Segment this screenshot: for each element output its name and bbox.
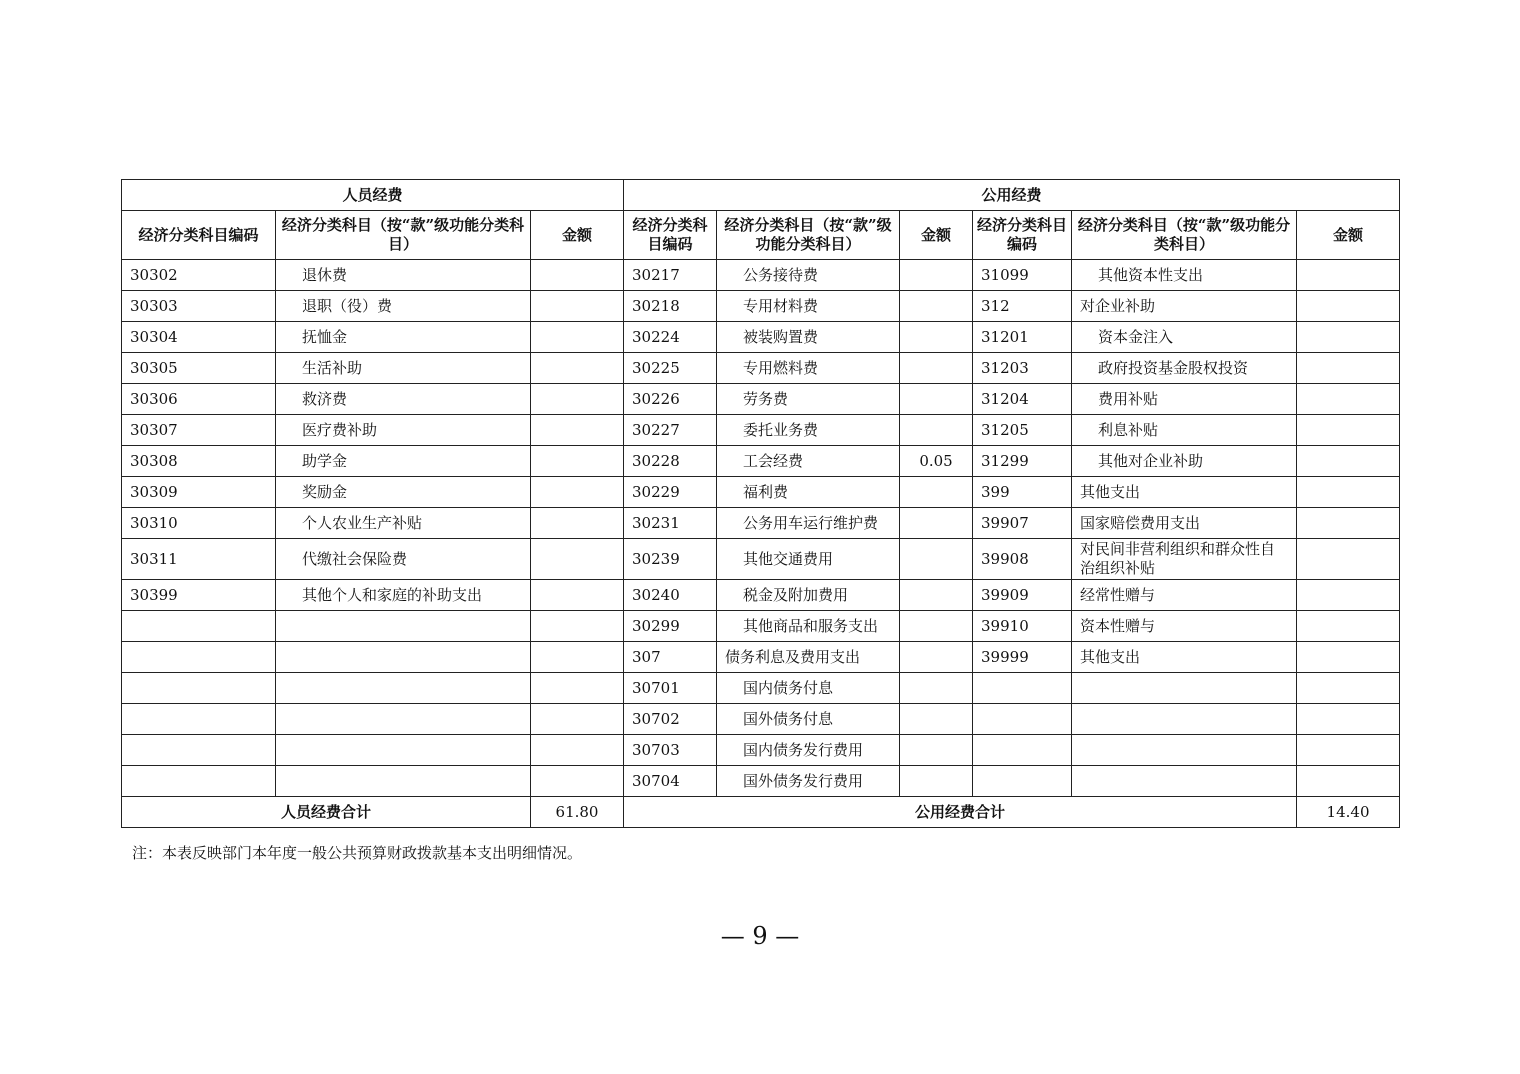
public2-amount-cell	[1297, 539, 1400, 580]
public1-name-cell: 其他商品和服务支出	[717, 611, 900, 642]
public2-code-cell: 31299	[973, 446, 1072, 477]
public1-code-cell: 30702	[624, 704, 717, 735]
public2-code-cell: 31203	[973, 353, 1072, 384]
public2-code-cell: 31205	[973, 415, 1072, 446]
public1-code-cell: 30227	[624, 415, 717, 446]
public1-amount-cell	[900, 766, 973, 797]
table-row	[122, 580, 1400, 611]
public2-amount-cell	[1297, 704, 1400, 735]
public1-code-cell: 30239	[624, 539, 717, 580]
personnel-name-cell	[276, 673, 531, 704]
header-public1-name: 经济分类科目（按“款”级功能分类科目）	[717, 211, 900, 260]
public2-code-cell	[973, 704, 1072, 735]
public2-code-cell: 39907	[973, 508, 1072, 539]
personnel-name-cell: 退职（役）费	[276, 291, 531, 322]
public1-code-cell: 30225	[624, 353, 717, 384]
public-total-label: 公用经费合计	[624, 797, 1297, 828]
public1-code-cell: 30701	[624, 673, 717, 704]
public2-name-cell	[1072, 704, 1297, 735]
public1-code-cell: 30218	[624, 291, 717, 322]
public2-name-cell: 资本性赠与	[1072, 611, 1297, 642]
public2-code-cell: 312	[973, 291, 1072, 322]
public1-code-cell: 30228	[624, 446, 717, 477]
personnel-name-cell: 其他个人和家庭的补助支出	[276, 580, 531, 611]
personnel-name-cell: 代缴社会保险费	[276, 539, 531, 580]
table-row	[122, 291, 1400, 322]
public2-code-cell: 39909	[973, 580, 1072, 611]
header-public1-code: 经济分类科目编码	[624, 211, 717, 260]
header-public2-code: 经济分类科目编码	[973, 211, 1072, 260]
public2-name-cell	[1072, 673, 1297, 704]
public1-name-cell: 国外债务付息	[717, 704, 900, 735]
personnel-amount-cell	[531, 766, 624, 797]
table-row	[122, 446, 1400, 477]
public2-amount-cell	[1297, 735, 1400, 766]
personnel-name-cell: 奖励金	[276, 477, 531, 508]
public1-amount-cell	[900, 539, 973, 580]
personnel-name-cell: 退休费	[276, 260, 531, 291]
public1-code-cell: 30226	[624, 384, 717, 415]
public2-name-cell: 经常性赠与	[1072, 580, 1297, 611]
personnel-code-cell	[122, 642, 276, 673]
public1-amount-cell	[900, 260, 973, 291]
public1-name-cell: 国内债务发行费用	[717, 735, 900, 766]
table-row	[122, 766, 1400, 797]
public1-name-cell: 专用材料费	[717, 291, 900, 322]
public2-name-cell: 国家赔偿费用支出	[1072, 508, 1297, 539]
personnel-amount-cell	[531, 384, 624, 415]
public2-amount-cell	[1297, 611, 1400, 642]
public1-code-cell: 30240	[624, 580, 717, 611]
personnel-name-cell	[276, 611, 531, 642]
public1-amount-cell	[900, 415, 973, 446]
public2-amount-cell	[1297, 673, 1400, 704]
public1-code-cell: 30299	[624, 611, 717, 642]
header-public2-amount: 金额	[1297, 211, 1400, 260]
public2-name-cell: 其他支出	[1072, 642, 1297, 673]
table-row	[122, 353, 1400, 384]
public1-name-cell: 委托业务费	[717, 415, 900, 446]
personnel-amount-cell	[531, 735, 624, 766]
public2-code-cell: 39910	[973, 611, 1072, 642]
public1-name-cell: 公务接待费	[717, 260, 900, 291]
public1-code-cell: 307	[624, 642, 717, 673]
public1-code-cell: 30231	[624, 508, 717, 539]
personnel-amount-cell	[531, 673, 624, 704]
personnel-name-cell: 助学金	[276, 446, 531, 477]
public2-code-cell: 31201	[973, 322, 1072, 353]
public2-code-cell: 39999	[973, 642, 1072, 673]
personnel-section-title: 人员经费	[122, 180, 624, 211]
public2-code-cell: 31204	[973, 384, 1072, 415]
public-section-title: 公用经费	[624, 180, 1400, 211]
personnel-name-cell: 抚恤金	[276, 322, 531, 353]
personnel-amount-cell	[531, 704, 624, 735]
public2-name-cell: 其他资本性支出	[1072, 260, 1297, 291]
public1-name-cell: 国外债务发行费用	[717, 766, 900, 797]
table-row	[122, 322, 1400, 353]
public2-name-cell: 对企业补助	[1072, 291, 1297, 322]
personnel-code-cell	[122, 704, 276, 735]
public1-code-cell: 30229	[624, 477, 717, 508]
table-footnote: 注：本表反映部门本年度一般公共预算财政拨款基本支出明细情况。	[132, 844, 583, 862]
public1-amount-cell: 0.05	[900, 446, 973, 477]
table-row	[122, 611, 1400, 642]
personnel-code-cell: 30303	[122, 291, 276, 322]
public2-code-cell: 399	[973, 477, 1072, 508]
public1-name-cell: 工会经费	[717, 446, 900, 477]
personnel-amount-cell	[531, 508, 624, 539]
public2-amount-cell	[1297, 415, 1400, 446]
personnel-code-cell: 30308	[122, 446, 276, 477]
public1-amount-cell	[900, 477, 973, 508]
header-personnel-name: 经济分类科目（按“款”级功能分类科目）	[276, 211, 531, 260]
public1-name-cell: 被装购置费	[717, 322, 900, 353]
public2-code-cell	[973, 735, 1072, 766]
public1-code-cell: 30224	[624, 322, 717, 353]
public1-amount-cell	[900, 384, 973, 415]
personnel-amount-cell	[531, 415, 624, 446]
public-total-value: 14.40	[1297, 797, 1400, 828]
public2-amount-cell	[1297, 384, 1400, 415]
personnel-amount-cell	[531, 353, 624, 384]
personnel-code-cell: 30309	[122, 477, 276, 508]
public2-amount-cell	[1297, 322, 1400, 353]
public2-name-cell: 其他支出	[1072, 477, 1297, 508]
public1-amount-cell	[900, 673, 973, 704]
public2-name-cell: 利息补贴	[1072, 415, 1297, 446]
table-body	[122, 260, 1400, 797]
personnel-code-cell: 30311	[122, 539, 276, 580]
personnel-name-cell: 医疗费补助	[276, 415, 531, 446]
public2-amount-cell	[1297, 446, 1400, 477]
public1-amount-cell	[900, 508, 973, 539]
public2-name-cell	[1072, 766, 1297, 797]
public2-amount-cell	[1297, 580, 1400, 611]
personnel-name-cell: 生活补助	[276, 353, 531, 384]
table-row	[122, 673, 1400, 704]
personnel-code-cell	[122, 673, 276, 704]
public1-name-cell: 福利费	[717, 477, 900, 508]
public2-name-cell: 费用补贴	[1072, 384, 1297, 415]
public2-amount-cell	[1297, 642, 1400, 673]
table-row	[122, 508, 1400, 539]
personnel-code-cell	[122, 766, 276, 797]
public1-amount-cell	[900, 580, 973, 611]
public1-amount-cell	[900, 322, 973, 353]
public1-name-cell: 公务用车运行维护费	[717, 508, 900, 539]
public2-amount-cell	[1297, 766, 1400, 797]
personnel-code-cell: 30307	[122, 415, 276, 446]
public2-code-cell	[973, 673, 1072, 704]
table-row	[122, 477, 1400, 508]
public2-amount-cell	[1297, 477, 1400, 508]
public2-amount-cell	[1297, 508, 1400, 539]
page-number: — 9 —	[720, 922, 800, 950]
public1-amount-cell	[900, 291, 973, 322]
personnel-code-cell: 30304	[122, 322, 276, 353]
public1-amount-cell	[900, 611, 973, 642]
personnel-name-cell: 救济费	[276, 384, 531, 415]
public2-amount-cell	[1297, 260, 1400, 291]
public2-name-cell: 对民间非营利组织和群众性自治组织补贴	[1072, 539, 1297, 580]
public1-name-cell: 劳务费	[717, 384, 900, 415]
public2-amount-cell	[1297, 353, 1400, 384]
table-row	[122, 735, 1400, 766]
public2-name-cell: 其他对企业补助	[1072, 446, 1297, 477]
table-row	[122, 384, 1400, 415]
table-row	[122, 642, 1400, 673]
personnel-amount-cell	[531, 291, 624, 322]
personnel-code-cell: 30302	[122, 260, 276, 291]
public1-code-cell: 30703	[624, 735, 717, 766]
table-row	[122, 260, 1400, 291]
public1-name-cell: 债务利息及费用支出	[717, 642, 900, 673]
public1-code-cell: 30217	[624, 260, 717, 291]
personnel-name-cell	[276, 766, 531, 797]
table-row	[122, 415, 1400, 446]
header-personnel-amount: 金额	[531, 211, 624, 260]
personnel-code-cell: 30399	[122, 580, 276, 611]
table-row	[122, 539, 1400, 580]
header-public2-name: 经济分类科目（按“款”级功能分类科目）	[1072, 211, 1297, 260]
personnel-amount-cell	[531, 611, 624, 642]
personnel-total-label: 人员经费合计	[122, 797, 531, 828]
personnel-total-value: 61.80	[531, 797, 624, 828]
personnel-code-cell	[122, 611, 276, 642]
public1-name-cell: 税金及附加费用	[717, 580, 900, 611]
public1-amount-cell	[900, 735, 973, 766]
personnel-amount-cell	[531, 477, 624, 508]
personnel-code-cell: 30305	[122, 353, 276, 384]
public2-amount-cell	[1297, 291, 1400, 322]
personnel-amount-cell	[531, 642, 624, 673]
public2-code-cell: 39908	[973, 539, 1072, 580]
personnel-amount-cell	[531, 446, 624, 477]
table-row	[122, 704, 1400, 735]
personnel-name-cell	[276, 735, 531, 766]
public1-amount-cell	[900, 353, 973, 384]
personnel-name-cell	[276, 642, 531, 673]
public1-amount-cell	[900, 642, 973, 673]
personnel-amount-cell	[531, 539, 624, 580]
personnel-code-cell: 30310	[122, 508, 276, 539]
public1-name-cell: 专用燃料费	[717, 353, 900, 384]
public2-code-cell	[973, 766, 1072, 797]
public1-name-cell: 国内债务付息	[717, 673, 900, 704]
header-public1-amount: 金额	[900, 211, 973, 260]
header-personnel-code: 经济分类科目编码	[122, 211, 276, 260]
personnel-amount-cell	[531, 322, 624, 353]
public2-name-cell	[1072, 735, 1297, 766]
public1-code-cell: 30704	[624, 766, 717, 797]
totals-row	[122, 797, 1400, 828]
public2-name-cell: 资本金注入	[1072, 322, 1297, 353]
public1-amount-cell	[900, 704, 973, 735]
public2-name-cell: 政府投资基金股权投资	[1072, 353, 1297, 384]
personnel-amount-cell	[531, 580, 624, 611]
public2-code-cell: 31099	[973, 260, 1072, 291]
personnel-code-cell	[122, 735, 276, 766]
section-header-row	[122, 180, 1400, 211]
personnel-code-cell: 30306	[122, 384, 276, 415]
expenditure-detail-table	[121, 179, 1400, 828]
personnel-name-cell: 个人农业生产补贴	[276, 508, 531, 539]
public1-name-cell: 其他交通费用	[717, 539, 900, 580]
column-header-row	[122, 211, 1400, 260]
personnel-amount-cell	[531, 260, 624, 291]
personnel-name-cell	[276, 704, 531, 735]
